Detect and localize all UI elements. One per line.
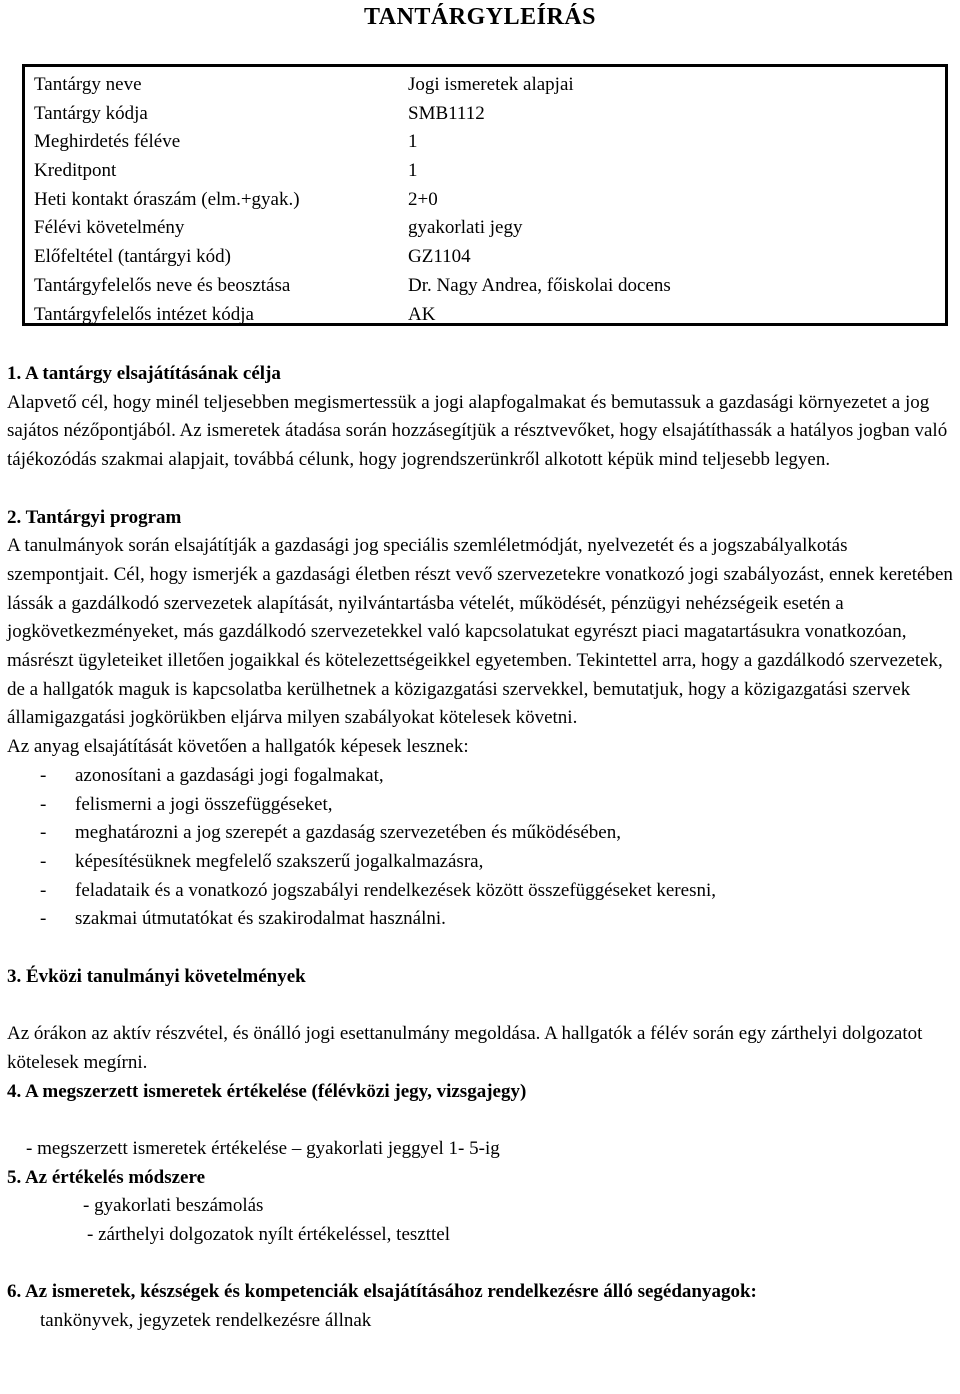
section-4-text: - megszerzett ismeretek értékelése – gyakorlati jeggyel 1- 5-ig — [26, 1137, 500, 1159]
info-value: Jogi ismeretek alapjai — [408, 74, 574, 95]
section-3-text: Az órákon az aktív részvétel, és önálló jogi esettanulmány megoldása. A hallgatók a félév során egy zárthelyi dolgozatot kötelesek megírni. — [7, 1023, 923, 1073]
info-label: Tantárgyfelelős neve és beosztása — [34, 274, 291, 296]
method-item: - zárthelyi dolgozatok nyílt értékeléssel, teszttel — [87, 1224, 450, 1246]
section-2-intro: Az anyag elsajátítását követően a hallgatók képesek lesznek: — [7, 736, 469, 758]
info-row — [34, 272, 945, 301]
info-value: gyakorlati jegy — [408, 217, 523, 239]
section-5-heading: 5. Az értékelés módszere — [7, 1166, 206, 1188]
info-label: Meghirdetés féléve — [34, 131, 181, 153]
course-info-table — [22, 64, 948, 326]
section-2-text: A tanulmányok során elsajátítják a gazdasági jog speciális szemléletmódját, nyelvezetét és a jogszabályalkotás szempontjait. Cél, hogy ismerjék a gazdasági életben részt vevő szervezetekre vonatkozó jogi szabályozást, ennek keretében lássák a gazdálkodó szervezetek alapítását, nyilvántartásba vételét, működését, pénzügyi nehézségeik esetén a jogkövetkezményeket, más gazdálkodó szervezetekkel való kapcsolatukat egyrészt piaci magatartásukra vonatkozóan, másrészt ügyleteiket illetően jogaikkal és kötelezettségeikkel egyetemben. Tekintettel arra, hogy a gazdálkodó szervezetek, de a hallgatók maguk is kapcsolatba kerülhetnek a közigazgatási szervekkel, bemutatjuk, hogy a közigazgatási szervek államigazgatási jogkörükben eljárva milyen szabályokat kötelesek követni. — [7, 535, 953, 729]
document-title: TANTÁRGYLEÍRÁS — [364, 4, 596, 30]
section-1-heading: 1. A tantárgy elsajátításának célja — [7, 363, 281, 384]
info-row — [34, 214, 945, 243]
info-row — [34, 186, 945, 215]
info-row — [34, 157, 945, 186]
info-label: Előfeltétel (tantárgyi kód) — [34, 246, 231, 268]
info-value: 1 — [408, 160, 418, 182]
info-label: Tantárgyfelelős intézet kódja — [34, 303, 254, 325]
skills-list — [7, 762, 953, 934]
section-6-text: tankönyvek, jegyzetek rendelkezésre állnak — [40, 1310, 372, 1332]
info-value: AK — [408, 303, 436, 325]
info-label: Félévi követelmény — [34, 217, 185, 239]
info-value: 1 — [408, 131, 418, 153]
section-2-heading: 2. Tantárgyi program — [7, 506, 182, 528]
method-item: - gyakorlati beszámolás — [83, 1195, 264, 1217]
section-4-heading: 4. A megszerzett ismeretek értékelése (félévközi jegy, vizsgajegy) — [7, 1080, 527, 1102]
section-6-heading: 6. Az ismeretek, készségek és kompetenciák elsajátításához rendelkezésre álló segédanyagok: — [7, 1281, 757, 1303]
list-item: - felismerni a jogi összefüggéseket, — [7, 791, 953, 820]
list-item: - feladataik és a vonatkozó jogszabályi rendelkezések között összefüggéseket keresni, — [7, 877, 953, 906]
list-item: - képesítésüknek megfelelő szakszerű jogalkalmazásra, — [7, 848, 953, 877]
info-label: Kreditpont — [34, 160, 117, 182]
document-body — [7, 360, 953, 1336]
info-label: Tantárgy kódja — [34, 102, 148, 124]
info-row — [34, 128, 945, 157]
info-label: Tantárgy neve — [34, 74, 142, 95]
list-item: - szakmai útmutatókat és szakirodalmat használni. — [7, 905, 953, 934]
info-row — [34, 71, 945, 100]
info-row — [34, 100, 945, 129]
section-3-heading: 3. Évközi tanulmányi követelmények — [7, 965, 306, 987]
info-value: Dr. Nagy Andrea, főiskolai docens — [408, 274, 671, 296]
info-row — [34, 243, 945, 272]
info-row — [34, 301, 945, 330]
section-1-text: Alapvető cél, hogy minél teljesebben megismertessük a jogi alapfogalmakat és bemutassuk a gazdasági környezetet a jog sajátos nézőpontjából. Az ismeretek átadása során hozzásegítjük a résztvevőket, hogy elsajátíthassák a hatályos jogban való tájékozódás szakmai alapjait, továbbá célunk, hogy jogrendszerünkről alkotott képük mind teljesebb legyen. — [7, 391, 948, 471]
list-item: - azonosítani a gazdasági jogi fogalmakat, — [7, 762, 953, 791]
list-item: - meghatározni a jog szerepét a gazdaság szervezetében és működésében, — [7, 819, 953, 848]
info-value: 2+0 — [408, 188, 438, 210]
info-label: Heti kontakt óraszám (elm.+gyak.) — [34, 188, 300, 210]
info-value: SMB1112 — [408, 102, 485, 124]
info-value: GZ1104 — [408, 246, 471, 268]
